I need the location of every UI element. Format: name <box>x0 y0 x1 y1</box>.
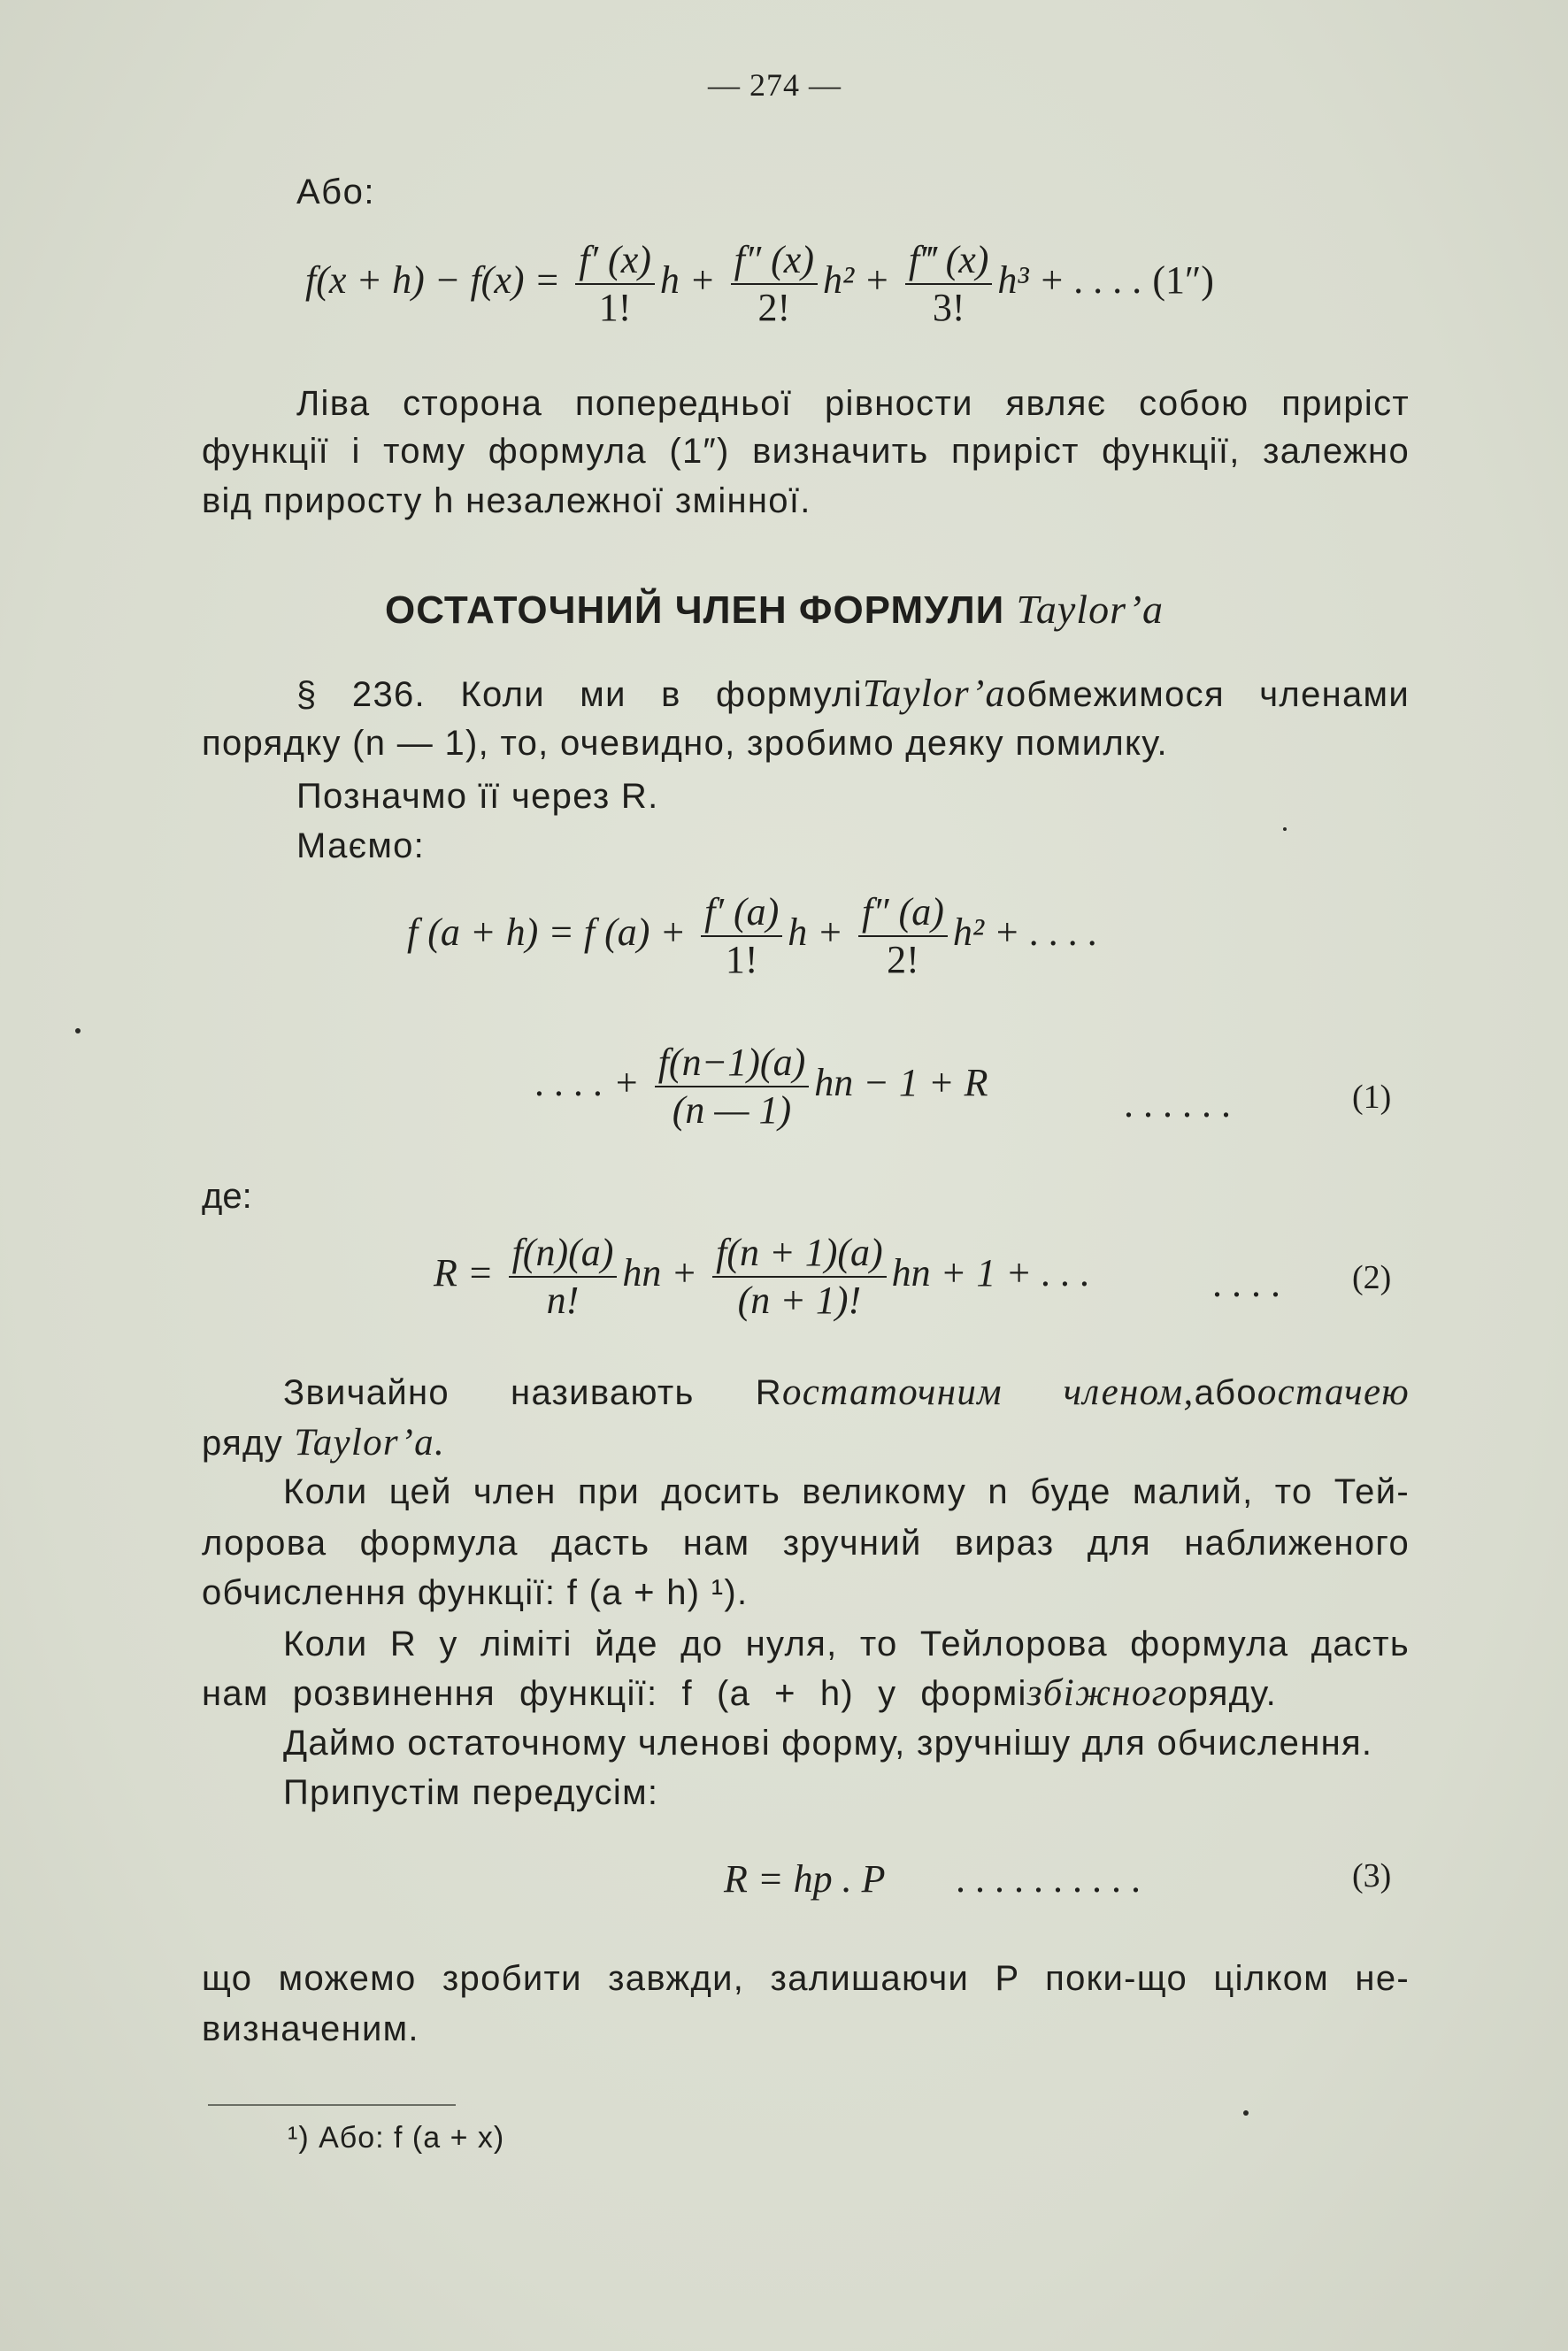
footnote: ¹) Або: f (a + x) <box>288 2121 505 2155</box>
paragraph-oznachmo: Позначмо її через R. <box>296 777 659 816</box>
paragraph-7: Припустім передусім: <box>283 1773 659 1812</box>
abo-label: Або: <box>296 173 375 211</box>
paragraph-1-line-3: від приросту h незалежної змінної. <box>202 481 811 520</box>
paragraph-1-line-1: Ліва сторона попередньої рівности являє собою приріст <box>296 384 1410 423</box>
page-number: — 274 — <box>708 67 842 103</box>
eq1-tag: (1″) <box>1152 258 1214 303</box>
paragraph-2-line-2: порядку (n — 1), то, очевидно, зробимо деяку помилку. <box>202 724 1168 763</box>
equation-1-dots: . . . . . . <box>1124 1082 1231 1126</box>
eq1-lhs: f(x + h) − f(x) = <box>305 258 561 303</box>
eq1-term1: $\frac{f' (x)}{1!}$ <box>575 237 655 331</box>
paragraph-4-line-1: Коли цей член при досить великому n буде малий, то Тей- <box>283 1472 1410 1511</box>
paragraph-4-line-2: лорова формула дасть нам зручний вираз для наближеного <box>202 1524 1410 1563</box>
equation-taylor-line-1: f (a + h) = f (a) + $\frac{f' (a)}{1!}$ h + $\frac{f'' (a)}{2!}$ h² + . . . . <box>407 890 1098 981</box>
paragraph-8-line-1: що можемо зробити завжди, залишаючи P поки-що цілком не- <box>202 1959 1410 1998</box>
eq1-term3: $\frac{f‴ (x)}{3!}$ <box>905 237 993 331</box>
footnote-divider <box>208 2104 456 2106</box>
equation-1-double-prime: f(x + h) − f(x) = $\frac{f' (x)}{1!}$ h + $\frac{f'' (x)}{2!}$ h² + $\frac{f‴ (x)}{3!}$ h³ + . . . . (1″) <box>305 238 1214 329</box>
equation-3: R = hp . P <box>724 1857 886 1901</box>
paragraph-3-line-2: ряду Taylor’a. <box>202 1422 446 1464</box>
paragraph-2-line-1: § 236. Коли ми в формуліTaylor’aобмежимося членами <box>296 672 1410 715</box>
eq2-term2: $\frac{f'' (a)}{2!}$ <box>858 889 948 983</box>
paragraph-6: Даймо остаточному членові форму, зручнішу для обчислення. <box>283 1724 1373 1763</box>
equation-2-tag: (2) <box>1352 1259 1392 1296</box>
paragraph-4-line-3: обчислення функції: f (a + h) ¹). <box>202 1573 749 1612</box>
paragraph-5-line-2: нам розвинення функції: f (a + h) у формізбіжногоряду. <box>202 1672 1277 1714</box>
equation-2: R = $\frac{f(n)(a)}{n!}$ hn + $\frac{f(n + 1)(a)}{(n + 1)!}$ hn + 1 + . . . <box>434 1231 1091 1322</box>
equation-2-dots: . . . . <box>1212 1262 1280 1305</box>
section-heading: ОСТАТОЧНИЙ ЧЛЕН ФОРМУЛИ Taylor’a <box>385 587 1164 632</box>
paragraph-5-line-1: Коли R у ліміті йде до нуля, то Тейлорова формула дасть <box>283 1625 1410 1663</box>
equation-3-tag: (3) <box>1352 1857 1392 1894</box>
equation-1-tag: (1) <box>1352 1079 1392 1116</box>
scan-speck <box>75 1028 81 1033</box>
paragraph-maiemo: Маємо: <box>296 826 426 865</box>
eq4-term2: $\frac{f(n + 1)(a)}{(n + 1)!}$ <box>712 1230 887 1324</box>
equation-3-dots: . . . . . . . . . . <box>956 1857 1141 1901</box>
paragraph-3-line-1: Звичайно називають Rостаточним членом,абоостачею <box>283 1371 1410 1413</box>
eq1-term2: $\frac{f'' (x)}{2!}$ <box>731 237 818 331</box>
paragraph-8-line-2: визначеним. <box>202 2009 419 2048</box>
eq3-term: $\frac{f(n-1)(a)}{(n — 1)}$ <box>655 1040 810 1133</box>
equation-1: . . . . + $\frac{f(n-1)(a)}{(n — 1)}$ hn − 1 + R <box>535 1041 988 1132</box>
eq4-term1: $\frac{f(n)(a)}{n!}$ <box>509 1230 618 1324</box>
eq2-term1: $\frac{f' (a)}{1!}$ <box>701 889 782 983</box>
scan-speck <box>1283 827 1287 831</box>
paragraph-1-line-2: функції і тому формула (1″) визначить приріст функції, залежно <box>202 432 1410 471</box>
de-label: де: <box>202 1177 252 1216</box>
scan-speck <box>1243 2110 1249 2116</box>
